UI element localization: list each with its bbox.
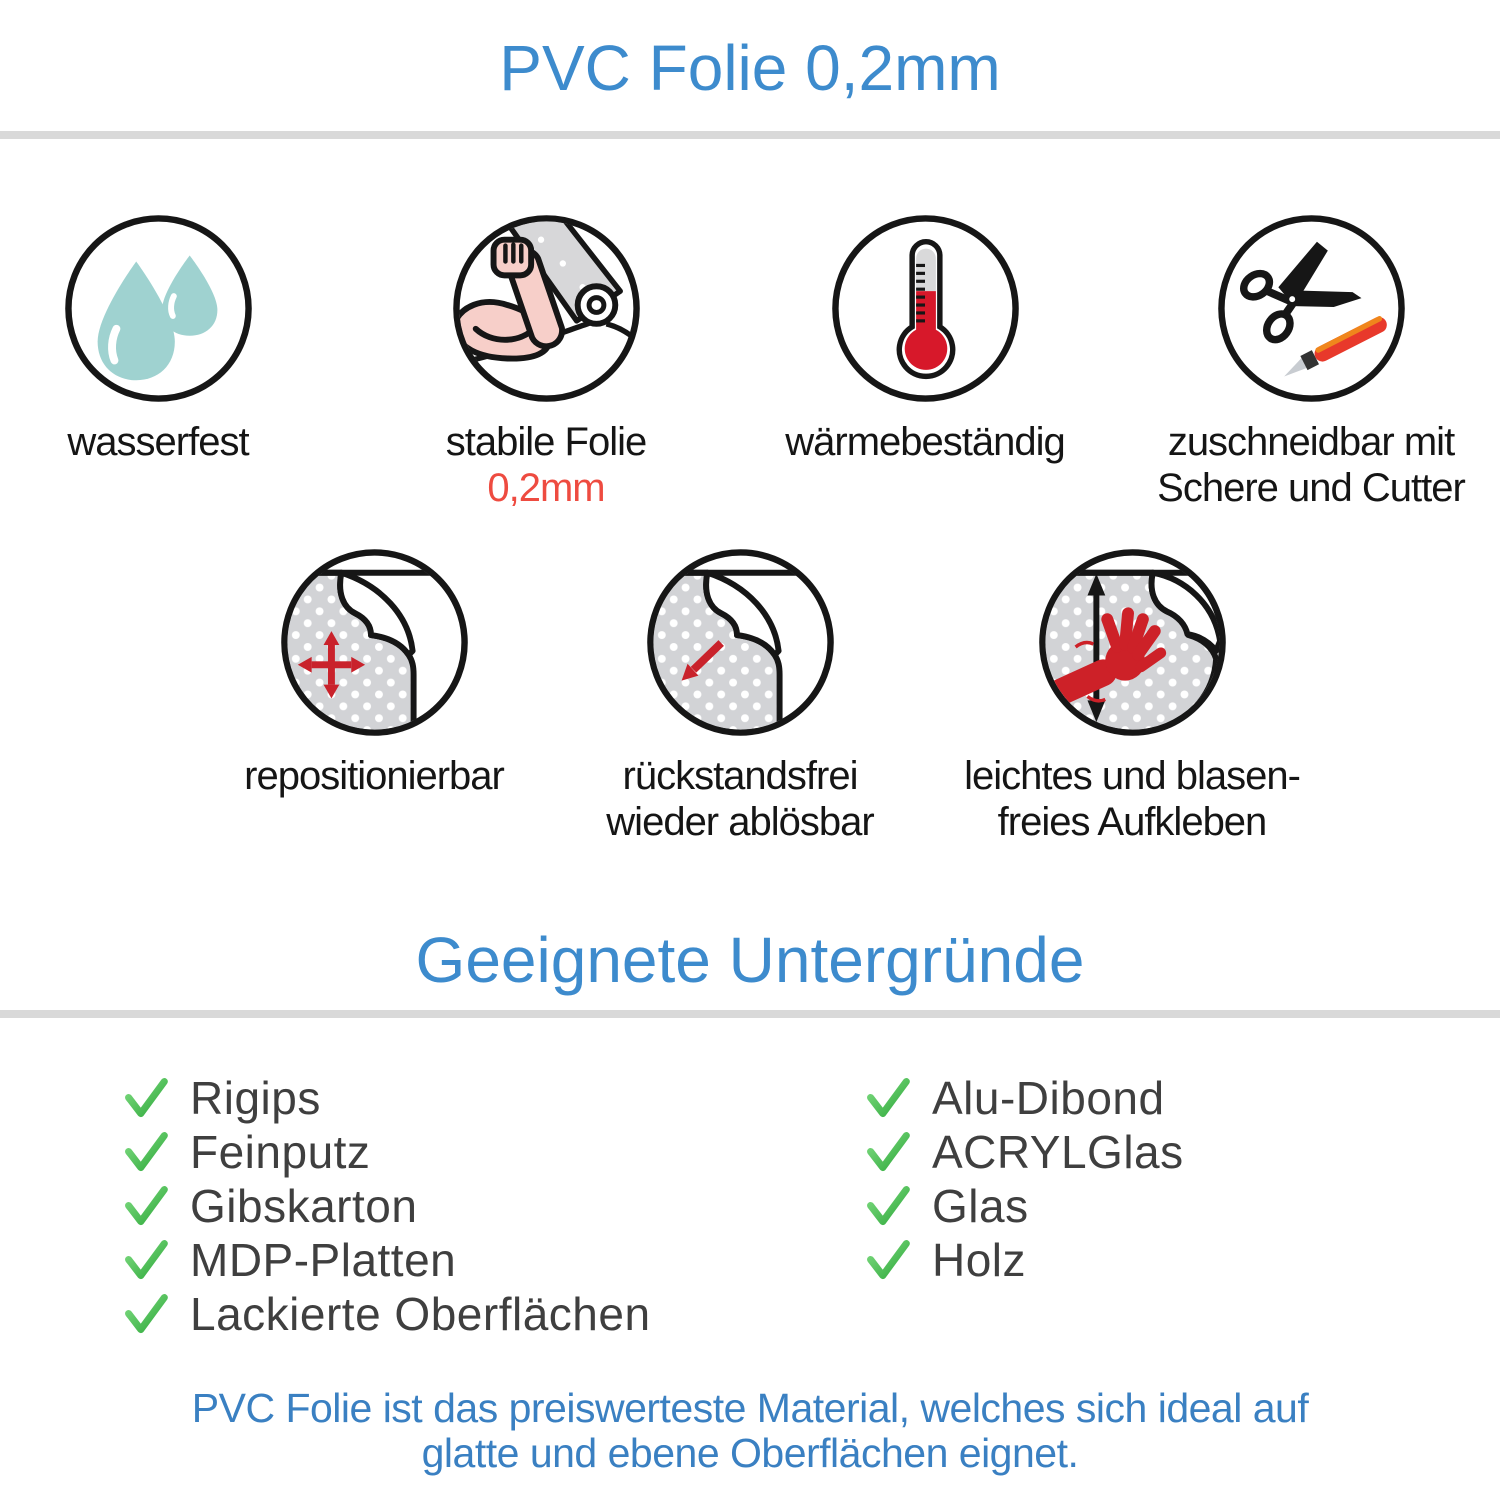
feature-label: stabile Folie (445, 420, 647, 464)
scissors-cutter-icon (1215, 212, 1408, 405)
page-title: PVC Folie 0,2mm (499, 32, 1001, 104)
substrate-list-left (122, 1071, 651, 1341)
check-icon (864, 1129, 911, 1176)
check-icon (864, 1237, 911, 1284)
footer-line1: PVC Folie ist das preiswerteste Material, welches sich ideal auf (191, 1385, 1309, 1431)
move-foil-icon (278, 546, 471, 739)
footer-line2: glatte und ebene Oberflächen eignet. (421, 1430, 1079, 1476)
list-item (122, 1233, 651, 1287)
list-item (122, 1125, 651, 1179)
feature-stabile-folie (371, 212, 721, 511)
list-item (122, 1071, 651, 1125)
check-icon (864, 1183, 911, 1230)
footer-note (0, 1386, 1500, 1476)
feature-label: wärmebeständig (785, 420, 1065, 464)
substrate-label: Feinputz (190, 1126, 371, 1178)
feature-thickness-label: 0,2mm (487, 466, 605, 510)
list-item (122, 1179, 651, 1233)
water-drops-icon (62, 212, 255, 405)
substrate-label: MDP-Platten (190, 1234, 457, 1286)
substrate-label: ACRYLGlas (932, 1126, 1184, 1178)
substrate-label: Lackierte Oberflächen (190, 1288, 651, 1340)
feature-rueckstandsfrei (560, 546, 920, 845)
check-icon (122, 1237, 169, 1284)
feature-waermebestaendig (750, 212, 1100, 465)
list-item (864, 1179, 1184, 1233)
check-icon (122, 1075, 169, 1122)
divider (0, 1010, 1500, 1018)
substrate-label: Rigips (190, 1072, 321, 1124)
check-icon (122, 1183, 169, 1230)
feature-label: rückstandsfrei (622, 754, 858, 798)
check-icon (122, 1291, 169, 1338)
check-icon (122, 1129, 169, 1176)
feature-label: repositionierbar (244, 754, 504, 798)
list-item (864, 1233, 1184, 1287)
feature-repositionierbar (194, 546, 554, 799)
substrate-label: Holz (932, 1234, 1027, 1286)
feature-label-line2: wieder ablösbar (606, 800, 874, 844)
feature-label-line2: Schere und Cutter (1157, 466, 1465, 510)
substrate-label: Gibskarton (190, 1180, 418, 1232)
list-item (864, 1071, 1184, 1125)
substrate-label: Alu-Dibond (932, 1072, 1165, 1124)
hand-smoothing-foil-icon (1036, 546, 1229, 739)
thermometer-icon (829, 212, 1022, 405)
substrate-label: Glas (932, 1180, 1029, 1232)
list-item (122, 1287, 651, 1341)
feature-label: zuschneidbar mit (1167, 420, 1455, 464)
peel-off-arrow-foil-icon (644, 546, 837, 739)
feature-label: wasserfest (67, 420, 249, 464)
feature-blasenfrei (952, 546, 1312, 845)
divider (0, 131, 1500, 139)
feature-label-line2: freies Aufkleben (997, 800, 1267, 844)
muscle-foil-roll-icon (450, 212, 643, 405)
substrate-list-right (864, 1071, 1184, 1287)
feature-zuschneidbar (1131, 212, 1491, 511)
feature-label: leichtes und blasen- (964, 754, 1300, 798)
check-icon (864, 1075, 911, 1122)
feature-wasserfest (0, 212, 316, 465)
section-title: Geeignete Untergründe (415, 924, 1085, 996)
list-item (864, 1125, 1184, 1179)
